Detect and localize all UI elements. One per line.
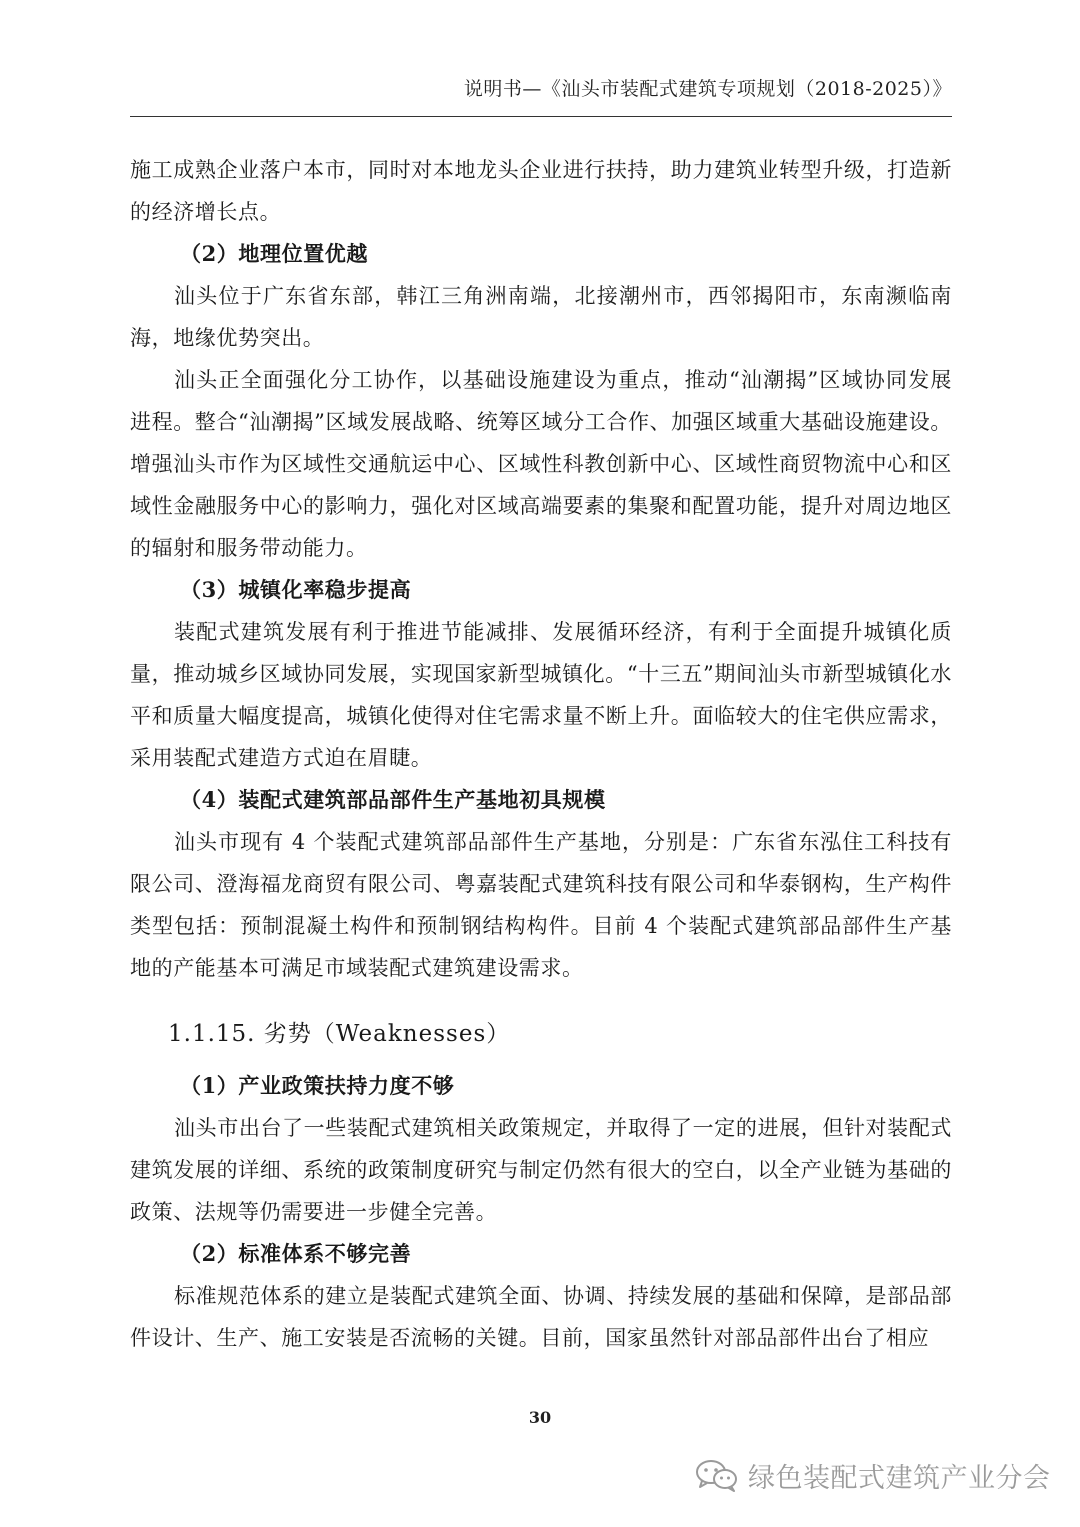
subheading-standard-system: （2）标准体系不够完善 [180, 1241, 412, 1266]
wechat-icon [694, 1458, 740, 1492]
paragraph-production-base: 汕头市现有 4 个装配式建筑部品部件生产基地，分别是：广东省东泓住工科技有限公司、澄海福龙商贸有限公司、粤嘉装配式建筑科技有限公司和华泰钢构，生产构件类型包括：预制混凝土构件和预制钢结构构件。目前 4 个装配式建筑部品部件生产基地的产能基本可满足市域装配式建筑建设需求。 [130, 830, 952, 980]
paragraph-urbanization: 装配式建筑发展有利于推进节能减排、发展循环经济，有利于全面提升城镇化质量，推动城乡区域协同发展，实现国家新型城镇化。“十三五”期间汕头市新型城镇化水平和质量大幅度提高，城镇化使得对住宅需求量不断上升。面临较大的住宅供应需求，采用装配式建造方式迫在眉睫。 [130, 620, 952, 770]
paragraph-intro: 施工成熟企业落户本市，同时对本地龙头企业进行扶持，助力建筑业转型升级，打造新的经济增长点。 [130, 158, 952, 224]
document-body [130, 149, 952, 1359]
watermark-text: 绿色装配式建筑产业分会 [748, 1462, 1051, 1494]
paragraph-policy-support: 汕头市出台了一些装配式建筑相关政策规定，并取得了一定的进展，但针对装配式建筑发展的详细、系统的政策制度研究与制定仍然有很大的空白，以全产业链为基础的政策、法规等仍需要进一步健全完善。 [130, 1116, 952, 1224]
paragraph-geography-coordination: 汕头正全面强化分工协作，以基础设施建设为重点，推动“汕潮揭”区域协同发展进程。整合“汕潮揭”区域发展战略、统筹区域分工合作、加强区域重大基础设施建设。增强汕头市作为区域性交通航运中心、区域性科教创新中心、区域性商贸物流中心和区域性金融服务中心的影响力，强化对区域高端要素的集聚和配置功能，提升对周边地区的辐射和服务带动能力。 [130, 368, 952, 560]
section-heading-weaknesses: 1.1.15. 劣势（Weaknesses） [168, 1021, 511, 1047]
paragraph-geography-location: 汕头位于广东省东部，韩江三角洲南端，北接潮州市，西邻揭阳市，东南濒临南海，地缘优势突出。 [130, 284, 952, 350]
page-number: 30 [528, 1408, 552, 1427]
paragraph-standard-system: 标准规范体系的建立是装配式建筑全面、协调、持续发展的基础和保障，是部品部件设计、生产、施工安装是否流畅的关键。目前，国家虽然针对部品部件出台了相应 [130, 1284, 952, 1350]
subheading-policy-support: （1）产业政策扶持力度不够 [180, 1073, 455, 1098]
subheading-geography: （2）地理位置优越 [180, 241, 369, 266]
subheading-urbanization: （3）城镇化率稳步提高 [180, 577, 412, 602]
header-divider [130, 116, 952, 117]
watermark [694, 1455, 1051, 1495]
subheading-production-base: （4）装配式建筑部品部件生产基地初具规模 [180, 787, 606, 812]
document-header-title: 说明书—《汕头市装配式建筑专项规划（2018-2025）》 [463, 78, 952, 100]
